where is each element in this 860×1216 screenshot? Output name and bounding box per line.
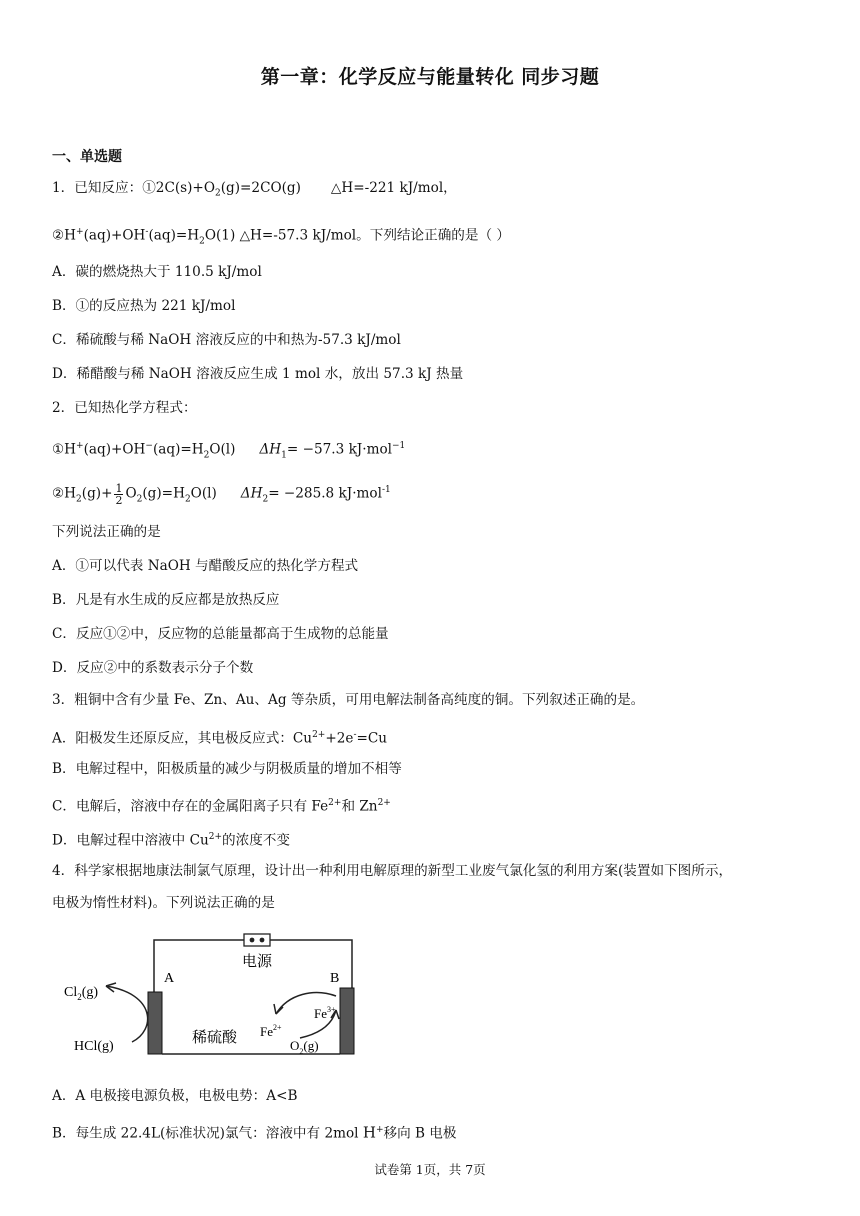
electrode-b-label: B [330,971,340,986]
q2-option-a: A．①可以代表 NaOH 与醋酸反应的热化学方程式 [52,558,359,574]
q4-stem-line1: 4．科学家根据地康法制氯气原理，设计出一种利用电解原理的新型工业废气氯化氢的利用方案(装置如下图所示， [52,863,733,879]
o2-label: $O_2(g)$ [290,1038,319,1056]
power-label: 电源 [242,954,273,970]
hcl-to-cl2-arrow [106,986,148,1042]
circuit-wire [154,940,352,1000]
electrode-b [340,988,354,1054]
q1-option-b: B．①的反应热为 221 kJ/mol [52,298,236,314]
q2-stem: 2．已知热化学方程式： [52,400,197,416]
q2-equation-2: $②H_2(g)+$ $\frac{1}{2}$ $O_2(g)=H_2O(l)$ $\Delta H_2= -285.8$ kJ·mol$^{-1}$ [52,481,391,507]
q3-option-d: D．电解过程中溶液中 $Cu^{2+}$的浓度不变 [52,832,290,849]
terminal-dot [250,938,255,943]
fe3-label: $Fe^{3+}$ [314,1005,336,1021]
cl2-label: $Cl_2(g)$ [64,985,99,1002]
electrolysis-diagram [52,930,372,1060]
q2-option-b: B．凡是有水生成的反应都是放热反应 [52,592,280,608]
q1-option-d: D．稀醋酸与稀 NaOH 溶液反应生成 1 mol 水，放出 57.3 kJ 热量 [52,366,464,382]
q3-option-a: A．阳极发生还原反应，其电极反应式：$Cu^{2+}+2e^-=Cu$ [52,730,388,747]
fe2-label: $Fe^{2+}$ [260,1023,282,1039]
q4-stem-line2: 电极为惰性材料)。下列说法正确的是 [52,895,275,911]
q2-option-c: C．反应①②中，反应物的总能量都高于生成物的总能量 [52,626,389,642]
q1-option-c: C．稀硫酸与稀 NaOH 溶液反应的中和热为-57.3 kJ/mol [52,332,401,348]
electrode-a [148,992,162,1054]
q1-stem-line1: 1．已知反应：$①2C(s)+O_2(g)=2CO(g)$ △H=-221 kJ/mol， [52,180,457,199]
q1-stem-line2: $②H^+(aq)+OH^-(aq)=H_2O(1)$ △H=-57.3 kJ/mol。下列结论正确的是（ ） [52,227,511,247]
q2-option-d: D．反应②中的系数表示分子个数 [52,660,254,676]
q2-equation-1: $①H^+(aq)+OH^-(aq)=H_2O(l)$ $\Delta H_1= -57.3$ kJ·mol$^{-1}$ [52,441,406,461]
q4-option-a: A．A 电极接电源负极，电极电势：A<B [52,1088,298,1104]
page-title: 第一章：化学反应与能量转化 同步习题 [260,66,600,88]
power-source-icon [244,934,270,946]
hcl-label: HCl(g) [74,1039,114,1054]
acid-label: 稀硫酸 [192,1030,238,1046]
q2-prompt: 下列说法正确的是 [52,524,161,540]
q1-option-a: A．碳的燃烧热大于 110.5 kJ/mol [52,264,262,280]
q3-option-b: B．电解过程中，阳极质量的减少与阴极质量的增加不相等 [52,761,402,777]
q3-stem: 3．粗铜中含有少量 Fe、Zn、Au、Ag 等杂质，可用电解法制备高纯度的铜。下列叙述正确的是。 [52,692,645,708]
page-footer: 试卷第 1页，共 7页 [374,1162,486,1177]
section-heading: 一、单选题 [52,149,122,165]
q3-option-c: C．电解后，溶液中存在的金属阳离子只有 $Fe^{2+}$和 $Zn^{2+}$ [52,798,391,815]
q4-option-b: B．每生成 22.4L(标准状况)氯气：溶液中有 2mol H+移向 B 电极 [52,1123,457,1142]
terminal-dot [260,938,265,943]
fraction-half: $\frac{1}{2}$ [115,481,123,507]
electrode-a-label: A [164,971,175,986]
